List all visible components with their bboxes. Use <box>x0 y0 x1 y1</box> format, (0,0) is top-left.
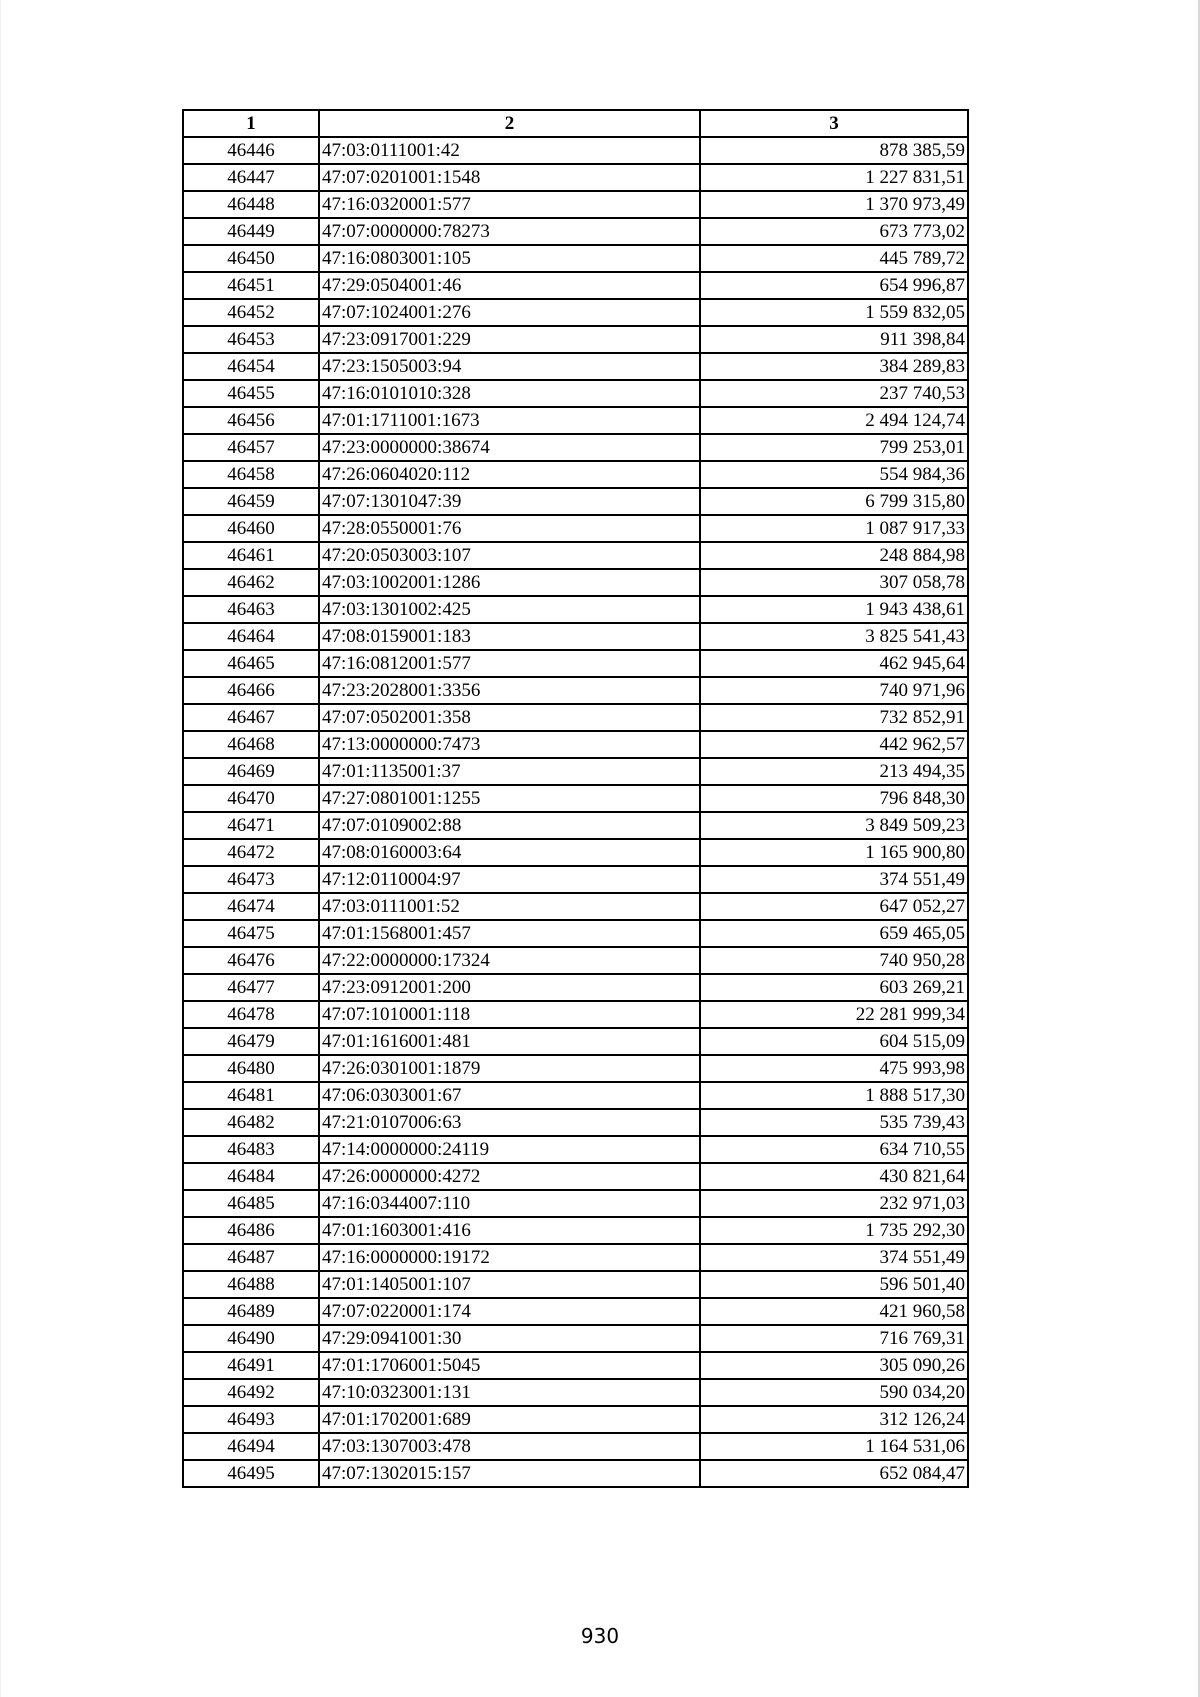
row-number-cell: 46446 <box>183 137 319 164</box>
row-number-cell: 46478 <box>183 1001 319 1028</box>
row-number-cell: 46491 <box>183 1352 319 1379</box>
cadastral-value-cell: 604 515,09 <box>700 1028 968 1055</box>
cadastral-number-cell: 47:03:1002001:1286 <box>319 569 700 596</box>
cadastral-number-cell: 47:23:0917001:229 <box>319 326 700 353</box>
table-row <box>183 137 968 164</box>
cadastral-number-cell: 47:01:1616001:481 <box>319 1028 700 1055</box>
cadastral-number-cell: 47:16:0101010:328 <box>319 380 700 407</box>
cadastral-number-cell: 47:16:0000000:19172 <box>319 1244 700 1271</box>
row-number-cell: 46465 <box>183 650 319 677</box>
cadastral-number-cell: 47:16:0812001:577 <box>319 650 700 677</box>
cadastral-number-cell: 47:21:0107006:63 <box>319 1109 700 1136</box>
cadastral-value-cell: 659 465,05 <box>700 920 968 947</box>
cadastral-value-cell: 421 960,58 <box>700 1298 968 1325</box>
table-row <box>183 1325 968 1352</box>
row-number-cell: 46470 <box>183 785 319 812</box>
table-row <box>183 1082 968 1109</box>
cadastral-number-cell: 47:26:0604020:112 <box>319 461 700 488</box>
row-number-cell: 46453 <box>183 326 319 353</box>
cadastral-value-cell: 1 888 517,30 <box>700 1082 968 1109</box>
table-row <box>183 272 968 299</box>
cadastral-value-cell: 652 084,47 <box>700 1460 968 1487</box>
row-number-cell: 46473 <box>183 866 319 893</box>
cadastral-number-cell: 47:01:1135001:37 <box>319 758 700 785</box>
cadastral-number-cell: 47:06:0303001:67 <box>319 1082 700 1109</box>
row-number-cell: 46490 <box>183 1325 319 1352</box>
row-number-cell: 46476 <box>183 947 319 974</box>
cadastral-value-cell: 22 281 999,34 <box>700 1001 968 1028</box>
cadastral-number-cell: 47:03:0111001:52 <box>319 893 700 920</box>
table-row <box>183 893 968 920</box>
cadastral-value-cell: 596 501,40 <box>700 1271 968 1298</box>
table-row <box>183 812 968 839</box>
cadastral-value-cell: 740 971,96 <box>700 677 968 704</box>
row-number-cell: 46462 <box>183 569 319 596</box>
row-number-cell: 46454 <box>183 353 319 380</box>
row-number-cell: 46485 <box>183 1190 319 1217</box>
row-number-cell: 46458 <box>183 461 319 488</box>
cadastral-number-cell: 47:10:0323001:131 <box>319 1379 700 1406</box>
cadastral-number-cell: 47:26:0000000:4272 <box>319 1163 700 1190</box>
table-row <box>183 758 968 785</box>
table-header <box>183 110 968 137</box>
cadastral-value-cell: 796 848,30 <box>700 785 968 812</box>
table-row <box>183 191 968 218</box>
cadastral-value-cell: 462 945,64 <box>700 650 968 677</box>
table-row <box>183 1028 968 1055</box>
cadastral-value-cell: 248 884,98 <box>700 542 968 569</box>
cadastral-number-cell: 47:29:0941001:30 <box>319 1325 700 1352</box>
page-left-edge <box>0 0 1 1697</box>
header-cell-3: 3 <box>700 110 968 137</box>
table-row <box>183 488 968 515</box>
cadastral-number-cell: 47:01:1568001:457 <box>319 920 700 947</box>
table-row <box>183 785 968 812</box>
table-row <box>183 1406 968 1433</box>
cadastral-number-cell: 47:01:1706001:5045 <box>319 1352 700 1379</box>
table-row <box>183 542 968 569</box>
cadastral-value-cell: 430 821,64 <box>700 1163 968 1190</box>
cadastral-value-cell: 1 735 292,30 <box>700 1217 968 1244</box>
cadastral-value-cell: 374 551,49 <box>700 866 968 893</box>
table-row <box>183 920 968 947</box>
cadastral-value-cell: 3 849 509,23 <box>700 812 968 839</box>
cadastral-value-cell: 2 494 124,74 <box>700 407 968 434</box>
cadastral-number-cell: 47:16:0344007:110 <box>319 1190 700 1217</box>
cadastral-number-cell: 47:28:0550001:76 <box>319 515 700 542</box>
cadastral-value-cell: 1 164 531,06 <box>700 1433 968 1460</box>
cadastral-value-cell: 384 289,83 <box>700 353 968 380</box>
row-number-cell: 46448 <box>183 191 319 218</box>
cadastral-number-cell: 47:16:0320001:577 <box>319 191 700 218</box>
cadastral-value-cell: 878 385,59 <box>700 137 968 164</box>
row-number-cell: 46461 <box>183 542 319 569</box>
cadastral-value-cell: 673 773,02 <box>700 218 968 245</box>
row-number-cell: 46489 <box>183 1298 319 1325</box>
header-row <box>183 110 968 137</box>
cadastral-number-cell: 47:20:0503003:107 <box>319 542 700 569</box>
cadastral-value-cell: 307 058,78 <box>700 569 968 596</box>
table-row <box>183 1379 968 1406</box>
table-row <box>183 731 968 758</box>
row-number-cell: 46486 <box>183 1217 319 1244</box>
cadastral-value-cell: 6 799 315,80 <box>700 488 968 515</box>
row-number-cell: 46455 <box>183 380 319 407</box>
table-row <box>183 1163 968 1190</box>
row-number-cell: 46494 <box>183 1433 319 1460</box>
table-row <box>183 947 968 974</box>
cadastral-value-cell: 590 034,20 <box>700 1379 968 1406</box>
cadastral-number-cell: 47:23:0000000:38674 <box>319 434 700 461</box>
table-row <box>183 569 968 596</box>
header-cell-1: 1 <box>183 110 319 137</box>
table-row <box>183 839 968 866</box>
cadastral-value-cell: 1 559 832,05 <box>700 299 968 326</box>
row-number-cell: 46474 <box>183 893 319 920</box>
header-cell-2: 2 <box>319 110 700 137</box>
cadastral-number-cell: 47:23:1505003:94 <box>319 353 700 380</box>
row-number-cell: 46471 <box>183 812 319 839</box>
row-number-cell: 46468 <box>183 731 319 758</box>
row-number-cell: 46469 <box>183 758 319 785</box>
table-row <box>183 1055 968 1082</box>
table-row <box>183 1433 968 1460</box>
table-row <box>183 1352 968 1379</box>
table-row <box>183 1244 968 1271</box>
cadastral-number-cell: 47:01:1711001:1673 <box>319 407 700 434</box>
row-number-cell: 46457 <box>183 434 319 461</box>
row-number-cell: 46447 <box>183 164 319 191</box>
row-number-cell: 46492 <box>183 1379 319 1406</box>
table-body <box>183 137 968 1487</box>
row-number-cell: 46460 <box>183 515 319 542</box>
table-row <box>183 299 968 326</box>
table-row <box>183 515 968 542</box>
row-number-cell: 46463 <box>183 596 319 623</box>
table-row <box>183 677 968 704</box>
table-row <box>183 1217 968 1244</box>
table-row <box>183 1190 968 1217</box>
cadastral-number-cell: 47:07:1024001:276 <box>319 299 700 326</box>
cadastral-value-cell: 3 825 541,43 <box>700 623 968 650</box>
cadastral-number-cell: 47:14:0000000:24119 <box>319 1136 700 1163</box>
table-row <box>183 596 968 623</box>
cadastral-number-cell: 47:03:0111001:42 <box>319 137 700 164</box>
cadastral-value-cell: 1 227 831,51 <box>700 164 968 191</box>
cadastral-value-cell: 654 996,87 <box>700 272 968 299</box>
table-row <box>183 434 968 461</box>
row-number-cell: 46452 <box>183 299 319 326</box>
cadastral-number-cell: 47:26:0301001:1879 <box>319 1055 700 1082</box>
table-row <box>183 623 968 650</box>
table-row <box>183 974 968 1001</box>
cadastral-number-cell: 47:03:1301002:425 <box>319 596 700 623</box>
table-row <box>183 1460 968 1487</box>
row-number-cell: 46481 <box>183 1082 319 1109</box>
cadastral-number-cell: 47:01:1405001:107 <box>319 1271 700 1298</box>
row-number-cell: 46480 <box>183 1055 319 1082</box>
cadastral-number-cell: 47:16:0803001:105 <box>319 245 700 272</box>
cadastral-value-cell: 740 950,28 <box>700 947 968 974</box>
cadastral-value-cell: 305 090,26 <box>700 1352 968 1379</box>
cadastral-value-cell: 442 962,57 <box>700 731 968 758</box>
cadastral-number-cell: 47:23:0912001:200 <box>319 974 700 1001</box>
cadastral-number-cell: 47:27:0801001:1255 <box>319 785 700 812</box>
table-row <box>183 1298 968 1325</box>
row-number-cell: 46488 <box>183 1271 319 1298</box>
table-row <box>183 1001 968 1028</box>
cadastral-value-cell: 445 789,72 <box>700 245 968 272</box>
cadastral-value-cell: 213 494,35 <box>700 758 968 785</box>
cadastral-value-cell: 603 269,21 <box>700 974 968 1001</box>
cadastral-value-cell: 634 710,55 <box>700 1136 968 1163</box>
table-row <box>183 353 968 380</box>
table-row <box>183 407 968 434</box>
table-row <box>183 1109 968 1136</box>
cadastral-number-cell: 47:13:0000000:7473 <box>319 731 700 758</box>
table-row <box>183 326 968 353</box>
table-row <box>183 1136 968 1163</box>
row-number-cell: 46484 <box>183 1163 319 1190</box>
table-row <box>183 245 968 272</box>
cadastral-value-cell: 716 769,31 <box>700 1325 968 1352</box>
cadastral-number-cell: 47:01:1603001:416 <box>319 1217 700 1244</box>
cadastral-value-cell: 374 551,49 <box>700 1244 968 1271</box>
cadastral-number-cell: 47:08:0159001:183 <box>319 623 700 650</box>
table-row <box>183 218 968 245</box>
row-number-cell: 46477 <box>183 974 319 1001</box>
cadastral-number-cell: 47:29:0504001:46 <box>319 272 700 299</box>
row-number-cell: 46472 <box>183 839 319 866</box>
cadastral-value-cell: 1 087 917,33 <box>700 515 968 542</box>
cadastral-number-cell: 47:07:1010001:118 <box>319 1001 700 1028</box>
row-number-cell: 46459 <box>183 488 319 515</box>
row-number-cell: 46466 <box>183 677 319 704</box>
table-row <box>183 866 968 893</box>
cadastral-number-cell: 47:03:1307003:478 <box>319 1433 700 1460</box>
table-row <box>183 704 968 731</box>
row-number-cell: 46493 <box>183 1406 319 1433</box>
cadastral-value-cell: 232 971,03 <box>700 1190 968 1217</box>
cadastral-value-cell: 799 253,01 <box>700 434 968 461</box>
cadastral-number-cell: 47:23:2028001:3356 <box>319 677 700 704</box>
row-number-cell: 46479 <box>183 1028 319 1055</box>
cadastral-number-cell: 47:08:0160003:64 <box>319 839 700 866</box>
table-row <box>183 1271 968 1298</box>
cadastral-number-cell: 47:07:0000000:78273 <box>319 218 700 245</box>
cadastral-value-cell: 1 370 973,49 <box>700 191 968 218</box>
cadastral-value-cell: 312 126,24 <box>700 1406 968 1433</box>
cadastral-number-cell: 47:01:1702001:689 <box>319 1406 700 1433</box>
row-number-cell: 46451 <box>183 272 319 299</box>
cadastral-number-cell: 47:22:0000000:17324 <box>319 947 700 974</box>
row-number-cell: 46495 <box>183 1460 319 1487</box>
cadastral-number-cell: 47:07:0502001:358 <box>319 704 700 731</box>
cadastral-value-cell: 1 165 900,80 <box>700 839 968 866</box>
cadastral-value-cell: 554 984,36 <box>700 461 968 488</box>
cadastral-value-table <box>182 109 969 1488</box>
page-number: 930 <box>580 1624 620 1648</box>
cadastral-value-cell: 911 398,84 <box>700 326 968 353</box>
row-number-cell: 46487 <box>183 1244 319 1271</box>
cadastral-value-cell: 237 740,53 <box>700 380 968 407</box>
cadastral-number-cell: 47:07:0220001:174 <box>319 1298 700 1325</box>
table-row <box>183 164 968 191</box>
row-number-cell: 46456 <box>183 407 319 434</box>
row-number-cell: 46449 <box>183 218 319 245</box>
table-row <box>183 461 968 488</box>
cadastral-value-cell: 1 943 438,61 <box>700 596 968 623</box>
cadastral-value-cell: 475 993,98 <box>700 1055 968 1082</box>
row-number-cell: 46450 <box>183 245 319 272</box>
row-number-cell: 46467 <box>183 704 319 731</box>
row-number-cell: 46475 <box>183 920 319 947</box>
cadastral-value-cell: 535 739,43 <box>700 1109 968 1136</box>
cadastral-number-cell: 47:07:1301047:39 <box>319 488 700 515</box>
cadastral-number-cell: 47:07:0109002:88 <box>319 812 700 839</box>
cadastral-number-cell: 47:07:1302015:157 <box>319 1460 700 1487</box>
cadastral-value-cell: 647 052,27 <box>700 893 968 920</box>
table-row <box>183 650 968 677</box>
row-number-cell: 46482 <box>183 1109 319 1136</box>
cadastral-number-cell: 47:07:0201001:1548 <box>319 164 700 191</box>
row-number-cell: 46483 <box>183 1136 319 1163</box>
cadastral-value-cell: 732 852,91 <box>700 704 968 731</box>
row-number-cell: 46464 <box>183 623 319 650</box>
table-row <box>183 380 968 407</box>
cadastral-number-cell: 47:12:0110004:97 <box>319 866 700 893</box>
